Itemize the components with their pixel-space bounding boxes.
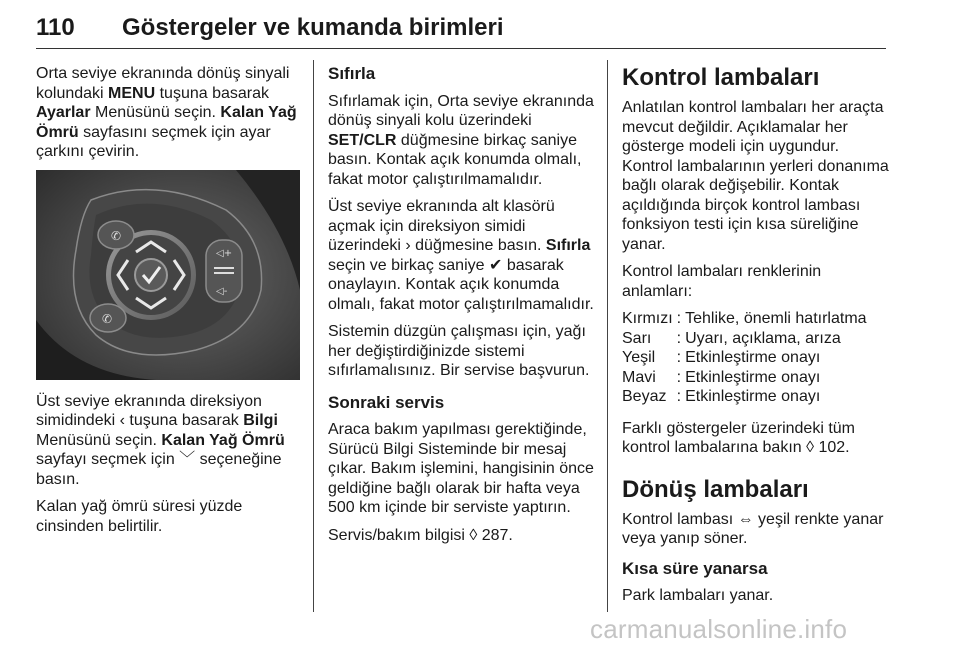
text: Sıfırlamak için, Orta seviye ekranında dönüş sinyali kolu üzerindeki xyxy=(328,92,594,129)
separator: : xyxy=(676,310,682,327)
section-heading-short-illumination: Kısa süre yanarsa xyxy=(622,558,768,578)
page-reference-icon: ◊ xyxy=(469,526,478,544)
color-meaning-table xyxy=(622,309,871,407)
text: basarak onaylayın. Kontak açık konumda olmalı, fakat motor çalıştırılmamalıdır. xyxy=(328,256,594,313)
paragraph xyxy=(328,526,596,546)
paragraph xyxy=(36,64,300,162)
color-row xyxy=(622,368,871,388)
volume-rocker xyxy=(206,240,242,302)
text: Menüsünü seçin. xyxy=(90,104,221,121)
svg-text:✆: ✆ xyxy=(111,228,122,243)
text: Servis/bakım bilgisi xyxy=(328,526,470,544)
color-row xyxy=(622,309,871,329)
text: tuşuna basarak xyxy=(124,412,244,429)
chevron-down-icon: ﹀ xyxy=(179,451,196,468)
menu-term: Sıfırla xyxy=(545,237,591,254)
text: düğmesine birkaç saniye basın. Kontak açık konumda olmalı, fakat motor çalıştırılmamalıdır. xyxy=(328,131,582,188)
text: 287. xyxy=(477,526,513,544)
page-reference-icon: ◊ xyxy=(806,439,815,456)
left-arrow-icon: ‹ xyxy=(119,412,125,429)
paragraph xyxy=(328,92,596,190)
separator: : xyxy=(676,349,682,366)
color-name: Beyaz xyxy=(622,388,667,405)
text: Menüsünü seçin. xyxy=(36,431,162,449)
separator: : xyxy=(676,368,682,386)
paragraph: Park lambaları yanar. xyxy=(622,587,774,604)
svg-text:◁-: ◁- xyxy=(216,285,228,297)
column-3 xyxy=(622,64,892,614)
text: düğmesine basın. xyxy=(410,237,546,254)
menu-term: Kalan Yağ Ömrü xyxy=(36,104,297,141)
menu-term: Bilgi xyxy=(243,412,278,429)
steering-wheel-controls-illustration xyxy=(36,170,300,380)
right-arrow-icon: › xyxy=(405,237,411,254)
text: Farklı göstergeler üzerindeki tüm kontrol lambalarına bakın xyxy=(622,419,855,456)
separator: : xyxy=(676,388,682,405)
paragraph: Kontrol lambaları renklerinin anlamları: xyxy=(622,263,822,300)
column-1 xyxy=(36,64,300,544)
text: yeşil renkte yanar veya yanıp söner. xyxy=(622,510,884,547)
color-name: Yeşil xyxy=(622,349,656,366)
color-meaning: Tehlike, önemli hatırlatma xyxy=(685,310,867,327)
text: Kontrol lambası xyxy=(622,510,738,528)
menu-term: Kalan Yağ Ömrü xyxy=(161,431,285,449)
text: sayfayı seçmek için xyxy=(36,451,180,468)
paragraph: Araca bakım yapılması gerektiğinde, Sürücü Bilgi Sisteminde bir mesaj çıkar. Bakım işlemini, hangisinin önce geldiğine bağlı olarak bir hafta veya 500 km içinde bir serviste yaptırın. xyxy=(328,421,594,516)
chapter-title: Göstergeler ve kumanda birimleri xyxy=(122,14,504,41)
svg-text:◁+: ◁+ xyxy=(216,247,233,259)
separator: : xyxy=(676,329,682,347)
color-row xyxy=(622,387,871,407)
text: Üst seviye ekranında alt klasörü açmak için direksiyon simidi üzerindeki xyxy=(328,198,555,254)
text: seçeneğine basın. xyxy=(36,451,282,488)
color-row xyxy=(622,348,871,368)
paragraph: Anlatılan kontrol lambaları her araçta mevcut değildir. Açıklamalar her gösterge modeli için uygundur. Kontrol lambalarının yerleri donanıma bağlı olarak değişebilir. Kontak açıldığında birçok kontrol lambası fonksiyon testi için kısa süreliğine yanar. xyxy=(622,99,889,253)
page-number: 110 xyxy=(36,14,75,41)
text: Üst seviye ekranında direksiyon simidindeki xyxy=(36,392,262,429)
text: 102. xyxy=(814,439,850,456)
section-heading-control-lamps: Kontrol lambaları xyxy=(622,64,820,91)
button-term: SET/CLR xyxy=(328,131,397,149)
column-divider xyxy=(607,60,608,612)
color-row xyxy=(622,329,871,349)
menu-term: MENU xyxy=(108,84,156,102)
text: tuşuna basarak xyxy=(155,84,270,102)
svg-text:✆: ✆ xyxy=(102,311,113,326)
color-name: Sarı xyxy=(622,329,652,347)
color-meaning: Etkinleştirme onayı xyxy=(685,368,821,386)
watermark: carmanualsonline.info xyxy=(590,614,848,644)
color-name: Mavi xyxy=(622,368,656,386)
paragraph xyxy=(36,392,300,490)
paragraph: Sistemin düzgün çalışması için, yağı her değiştirdiğinizde sistemi sıfırlamalısınız. Bir servise başvurun. xyxy=(328,323,590,379)
color-meaning: Etkinleştirme onayı xyxy=(685,349,821,366)
page-header xyxy=(36,8,886,48)
color-meaning: Etkinleştirme onayı xyxy=(685,388,821,405)
menu-term: Ayarlar xyxy=(36,104,91,121)
paragraph xyxy=(622,510,892,549)
section-heading-reset: Sıfırla xyxy=(328,64,376,83)
column-2 xyxy=(328,64,596,553)
column-divider xyxy=(313,60,314,612)
paragraph: Kalan yağ ömrü süresi yüzde cinsinden belirtilir. xyxy=(36,498,243,535)
text: Orta seviye ekranında dönüş sinyali kolundaki xyxy=(36,65,290,102)
section-heading-next-service: Sonraki servis xyxy=(328,392,445,412)
section-heading-turn-signals: Dönüş lambaları xyxy=(622,475,809,503)
color-meaning: Uyarı, açıklama, arıza xyxy=(685,329,841,347)
paragraph xyxy=(622,419,892,458)
header-rule xyxy=(36,48,886,49)
turn-signal-icon: ⇔ xyxy=(737,510,754,528)
checkmark-icon: ✔ xyxy=(488,256,503,274)
text: seçin ve birkaç saniye xyxy=(328,256,489,274)
paragraph xyxy=(328,197,596,314)
text: sayfasını seçmek için ayar çarkını çevirin. xyxy=(36,123,271,160)
color-name: Kırmızı xyxy=(622,310,673,327)
